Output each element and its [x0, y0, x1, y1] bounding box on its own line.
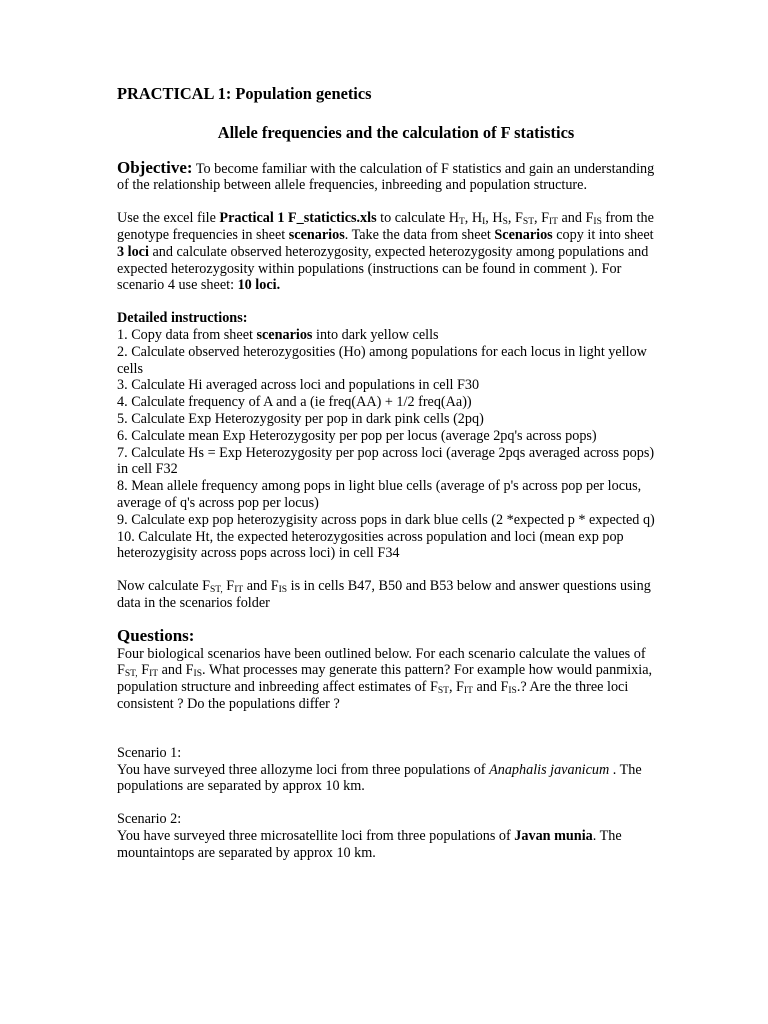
text-run: 1. Copy data from sheet — [117, 326, 257, 343]
objective-text: To become familiar with the calculation of F statistics and gain an understanding of the relationship between allele frequencies, inbreeding and population structure. — [117, 160, 655, 194]
spacer — [117, 713, 657, 745]
text-run: and F — [158, 662, 194, 679]
spacer — [117, 194, 657, 210]
subscript: I — [482, 217, 486, 228]
list-item: 6. Calculate mean Exp Heterozygosity per pop per locus (average 2pq's across pops) — [117, 427, 597, 444]
scenario-1-text — [117, 762, 657, 796]
subscript: ST — [522, 217, 534, 228]
subscript: T — [458, 217, 465, 228]
subscript: ST — [437, 686, 449, 697]
text-run: , F — [534, 210, 549, 227]
bold-term: scenarios — [288, 226, 345, 243]
text-run: to calculate H — [376, 210, 459, 227]
text-run: .? Are the three loci consistent ? Do the populations differ ? — [117, 679, 629, 712]
page-title: PRACTICAL 1: Population genetics — [117, 84, 372, 103]
text-run: is in cells B47, B50 and B53 below and answer questions using data in the scenarios folder — [117, 578, 651, 611]
text-run: and F — [557, 210, 594, 227]
bold-term: Scenarios — [494, 226, 553, 243]
text-run: and F — [243, 578, 279, 595]
text-run: . What processes may generate this pattern? For example how would panmixia, population structure and inbreeding affect estimates of F — [117, 662, 653, 696]
subscript: IT — [463, 686, 473, 697]
list-item: 10. Calculate Ht, the expected heterozygosities across population and loci (mean exp pop heterozygisity across pops across loci) in cell F34 — [117, 528, 624, 562]
detailed-instructions — [117, 310, 657, 562]
text-run: , F — [507, 210, 523, 227]
objective-label: Objective: — [117, 157, 193, 177]
subscript: IT — [149, 669, 159, 680]
text-run: and F — [472, 679, 509, 696]
list-item: 9. Calculate exp pop heterozygisity across pops in dark blue cells (2 *expected p * expected q) — [117, 511, 655, 528]
scenario-1-label: Scenario 1: — [117, 744, 182, 761]
subscript: IS — [193, 669, 202, 680]
text-run: F — [137, 662, 150, 679]
subscript: IS — [508, 686, 517, 697]
species-name: Javan munia — [514, 827, 593, 844]
subscript: IT — [234, 585, 244, 596]
page-subtitle: Allele frequencies and the calculation of F statistics — [217, 122, 575, 142]
spacer — [117, 795, 657, 811]
subscript: S — [502, 217, 508, 228]
list-item: 8. Mean allele frequency among pops in light blue cells (average of p's across pop per locus, average of q's across pop per locus) — [117, 478, 642, 511]
text-run: , H — [464, 210, 483, 227]
document-body — [117, 86, 657, 861]
list-item: 2. Calculate observed heterozygosities (Ho) among populations for each locus in light yellow cells — [117, 343, 647, 377]
text-run: . The mountaintops are separated by approx 10 km. — [117, 827, 622, 861]
list-item: 3. Calculate Hi averaged across loci and populations in cell F30 — [117, 377, 480, 394]
spacer — [117, 612, 657, 628]
list-item — [117, 327, 657, 344]
subscript: IS — [593, 217, 602, 228]
list-item: 4. Calculate frequency of A and a (ie freq(AA) + 1/2 freq(Aa)) — [117, 394, 472, 411]
questions-heading: Questions: — [117, 625, 195, 645]
use-paragraph — [117, 210, 657, 294]
scenario-2-text — [117, 828, 657, 862]
subscript: ST, — [124, 669, 138, 680]
list-item: 7. Calculate Hs = Exp Heterozygosity per pop across loci (average 2pqs averaged across pops) in cell F32 — [117, 444, 655, 478]
text-run: copy it into sheet — [552, 226, 654, 243]
spacer — [117, 294, 657, 310]
now-paragraph — [117, 578, 657, 612]
text-run: from the genotype frequencies in sheet — [117, 210, 654, 243]
subscript: ST, — [209, 585, 223, 596]
detailed-heading: Detailed instructions: — [117, 310, 248, 327]
scenario-2-label: Scenario 2: — [117, 811, 182, 828]
list-item: 5. Calculate Exp Heterozygosity per pop in dark pink cells (2pq) — [117, 410, 484, 427]
objective-paragraph — [117, 157, 657, 195]
species-name: Anaphalis javanicum — [489, 761, 610, 778]
text-run: and calculate observed heterozygosity, expected heterozygosity among populations and expected heterozygosity within populations (instructions can be found in comment ). For scenario 4 use sheet: — [117, 243, 649, 294]
text-run: , F — [448, 679, 464, 696]
subscript: IT — [548, 217, 558, 228]
bold-term: scenarios — [256, 326, 313, 343]
text-run: Use the excel file — [117, 210, 220, 227]
text-run: F — [222, 578, 235, 595]
text-run: Four biological scenarios have been outlined below. For each scenario calculate the values of F — [117, 645, 646, 679]
text-run: You have surveyed three allozyme loci from three populations of — [117, 761, 490, 778]
bold-term: 3 loci — [117, 243, 149, 260]
text-run: into dark yellow cells — [312, 326, 439, 343]
questions-paragraph — [117, 646, 657, 713]
text-run: You have surveyed three microsatellite loci from three populations of — [117, 827, 515, 844]
text-run: . Take the data from sheet — [344, 226, 495, 243]
text-run: Now calculate F — [117, 578, 210, 595]
file-name: Practical 1 F_statictics.xls — [219, 210, 377, 227]
spacer — [117, 562, 657, 578]
subscript: IS — [278, 585, 288, 596]
text-run: , H — [485, 210, 503, 227]
text-run: . The populations are separated by approx 10 km. — [117, 761, 642, 795]
bold-term: 10 loci. — [237, 277, 281, 294]
